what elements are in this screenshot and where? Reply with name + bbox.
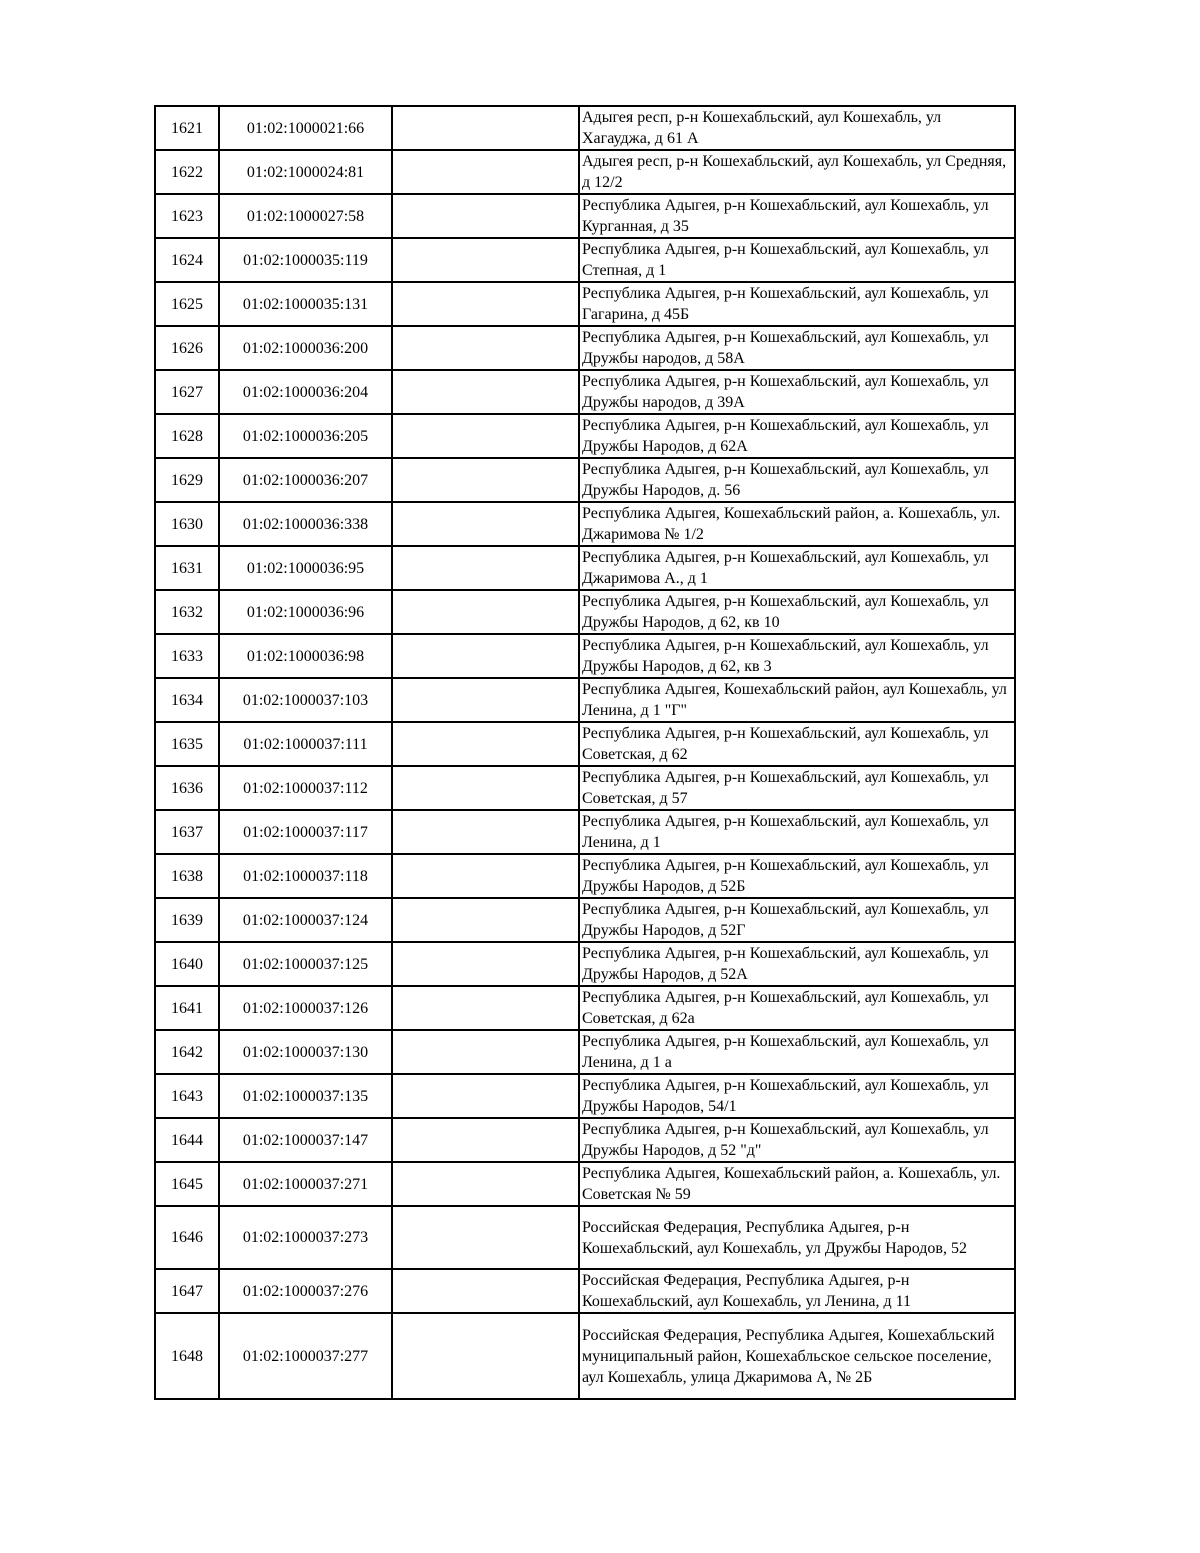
cadastral-number: 01:02:1000037:117 <box>219 810 392 854</box>
table-row <box>155 282 1015 326</box>
cadastral-number: 01:02:1000036:98 <box>219 634 392 678</box>
table-row <box>155 150 1015 194</box>
row-number: 1625 <box>155 282 219 326</box>
empty-cell <box>392 634 579 678</box>
address-cell: Республика Адыгея, р-н Кошехабльский, аул Кошехабль, ул Дружбы народов, д 58А <box>579 326 1015 370</box>
address-cell: Республика Адыгея, р-н Кошехабльский, аул Кошехабль, ул Дружбы Народов, д 62, кв 10 <box>579 590 1015 634</box>
cadastral-number: 01:02:1000037:125 <box>219 942 392 986</box>
address-cell: Республика Адыгея, р-н Кошехабльский, аул Кошехабль, ул Дружбы Народов, д 52 "д" <box>579 1118 1015 1162</box>
address-cell: Республика Адыгея, р-н Кошехабльский, аул Кошехабль, ул Дружбы Народов, д. 56 <box>579 458 1015 502</box>
empty-cell <box>392 722 579 766</box>
cadastral-number: 01:02:1000037:273 <box>219 1206 392 1269</box>
empty-cell <box>392 678 579 722</box>
address-cell: Российская Федерация, Республика Адыгея, р-н Кошехабльский, аул Кошехабль, ул Ленина, д 11 <box>579 1269 1015 1313</box>
table-row <box>155 810 1015 854</box>
address-cell: Республика Адыгея, р-н Кошехабльский, аул Кошехабль, ул Дружбы Народов, д 52Г <box>579 898 1015 942</box>
table-row <box>155 986 1015 1030</box>
cadastral-number: 01:02:1000037:271 <box>219 1162 392 1206</box>
cadastral-number: 01:02:1000037:276 <box>219 1269 392 1313</box>
empty-cell <box>392 150 579 194</box>
cadastral-number: 01:02:1000037:103 <box>219 678 392 722</box>
cadastral-number: 01:02:1000036:204 <box>219 370 392 414</box>
cadastral-number: 01:02:1000037:111 <box>219 722 392 766</box>
cadastral-number: 01:02:1000037:112 <box>219 766 392 810</box>
empty-cell <box>392 1269 579 1313</box>
table-row <box>155 1206 1015 1269</box>
empty-cell <box>392 1206 579 1269</box>
table-row <box>155 458 1015 502</box>
address-cell: Российская Федерация, Республика Адыгея, Кошехабльский муниципальный район, Кошехабльское сельское поселение, аул Кошехабль, улица Джаримова А, № 2Б <box>579 1313 1015 1399</box>
row-number: 1629 <box>155 458 219 502</box>
empty-cell <box>392 590 579 634</box>
address-cell: Республика Адыгея, р-н Кошехабльский, аул Кошехабль, ул Ленина, д 1 а <box>579 1030 1015 1074</box>
address-cell: Республика Адыгея, р-н Кошехабльский, аул Кошехабль, ул Гагарина, д 45Б <box>579 282 1015 326</box>
address-cell: Республика Адыгея, р-н Кошехабльский, аул Кошехабль, ул Советская, д 62 <box>579 722 1015 766</box>
address-cell: Республика Адыгея, р-н Кошехабльский, аул Кошехабль, ул Дружбы Народов, 54/1 <box>579 1074 1015 1118</box>
property-table-body <box>155 106 1015 1399</box>
empty-cell <box>392 766 579 810</box>
row-number: 1623 <box>155 194 219 238</box>
table-row <box>155 898 1015 942</box>
table-row <box>155 1269 1015 1313</box>
table-row <box>155 238 1015 282</box>
address-cell: Республика Адыгея, р-н Кошехабльский, аул Кошехабль, ул Степная, д 1 <box>579 238 1015 282</box>
row-number: 1647 <box>155 1269 219 1313</box>
row-number: 1630 <box>155 502 219 546</box>
cadastral-number: 01:02:1000037:277 <box>219 1313 392 1399</box>
address-cell: Российская Федерация, Республика Адыгея, р-н Кошехабльский, аул Кошехабль, ул Дружбы Народов, 52 <box>579 1206 1015 1269</box>
empty-cell <box>392 898 579 942</box>
address-cell: Адыгея респ, р-н Кошехабльский, аул Кошехабль, ул Средняя, д 12/2 <box>579 150 1015 194</box>
empty-cell <box>392 370 579 414</box>
table-row <box>155 1074 1015 1118</box>
address-cell: Республика Адыгея, р-н Кошехабльский, аул Кошехабль, ул Курганная, д 35 <box>579 194 1015 238</box>
empty-cell <box>392 942 579 986</box>
row-number: 1645 <box>155 1162 219 1206</box>
row-number: 1648 <box>155 1313 219 1399</box>
empty-cell <box>392 106 579 150</box>
table-row <box>155 1162 1015 1206</box>
row-number: 1621 <box>155 106 219 150</box>
table-row <box>155 634 1015 678</box>
cadastral-number: 01:02:1000037:147 <box>219 1118 392 1162</box>
empty-cell <box>392 986 579 1030</box>
row-number: 1631 <box>155 546 219 590</box>
row-number: 1632 <box>155 590 219 634</box>
cadastral-number: 01:02:1000021:66 <box>219 106 392 150</box>
address-cell: Адыгея респ, р-н Кошехабльский, аул Кошехабль, ул Хагауджа, д 61 А <box>579 106 1015 150</box>
table-row <box>155 194 1015 238</box>
empty-cell <box>392 502 579 546</box>
cadastral-number: 01:02:1000037:126 <box>219 986 392 1030</box>
cadastral-number: 01:02:1000036:96 <box>219 590 392 634</box>
cadastral-number: 01:02:1000035:119 <box>219 238 392 282</box>
empty-cell <box>392 414 579 458</box>
table-row <box>155 414 1015 458</box>
table-row <box>155 546 1015 590</box>
table-row <box>155 370 1015 414</box>
table-row <box>155 854 1015 898</box>
row-number: 1622 <box>155 150 219 194</box>
cadastral-number: 01:02:1000036:338 <box>219 502 392 546</box>
property-table <box>154 105 1016 1400</box>
row-number: 1636 <box>155 766 219 810</box>
table-row <box>155 502 1015 546</box>
row-number: 1624 <box>155 238 219 282</box>
table-row <box>155 106 1015 150</box>
row-number: 1635 <box>155 722 219 766</box>
cadastral-number: 01:02:1000036:207 <box>219 458 392 502</box>
row-number: 1626 <box>155 326 219 370</box>
address-cell: Республика Адыгея, р-н Кошехабльский, аул Кошехабль, ул Дружбы народов, д 39А <box>579 370 1015 414</box>
empty-cell <box>392 546 579 590</box>
empty-cell <box>392 194 579 238</box>
address-cell: Республика Адыгея, Кошехабльский район, аул Кошехабль, ул Ленина, д 1 "Г" <box>579 678 1015 722</box>
empty-cell <box>392 282 579 326</box>
empty-cell <box>392 854 579 898</box>
cadastral-number: 01:02:1000037:124 <box>219 898 392 942</box>
table-row <box>155 722 1015 766</box>
row-number: 1638 <box>155 854 219 898</box>
table-row <box>155 678 1015 722</box>
cadastral-number: 01:02:1000037:118 <box>219 854 392 898</box>
row-number: 1643 <box>155 1074 219 1118</box>
empty-cell <box>392 1030 579 1074</box>
cadastral-number: 01:02:1000037:130 <box>219 1030 392 1074</box>
cadastral-number: 01:02:1000037:135 <box>219 1074 392 1118</box>
table-row <box>155 942 1015 986</box>
empty-cell <box>392 326 579 370</box>
address-cell: Республика Адыгея, Кошехабльский район, а. Кошехабль, ул. Советская № 59 <box>579 1162 1015 1206</box>
cadastral-number: 01:02:1000035:131 <box>219 282 392 326</box>
cadastral-number: 01:02:1000027:58 <box>219 194 392 238</box>
empty-cell <box>392 1162 579 1206</box>
empty-cell <box>392 238 579 282</box>
row-number: 1644 <box>155 1118 219 1162</box>
table-row <box>155 590 1015 634</box>
empty-cell <box>392 1313 579 1399</box>
address-cell: Республика Адыгея, Кошехабльский район, а. Кошехабль, ул. Джаримова № 1/2 <box>579 502 1015 546</box>
cadastral-number: 01:02:1000036:205 <box>219 414 392 458</box>
address-cell: Республика Адыгея, р-н Кошехабльский, аул Кошехабль, ул Ленина, д 1 <box>579 810 1015 854</box>
cadastral-number: 01:02:1000036:95 <box>219 546 392 590</box>
table-row <box>155 1030 1015 1074</box>
row-number: 1639 <box>155 898 219 942</box>
cadastral-number: 01:02:1000036:200 <box>219 326 392 370</box>
row-number: 1627 <box>155 370 219 414</box>
row-number: 1634 <box>155 678 219 722</box>
table-row <box>155 1118 1015 1162</box>
empty-cell <box>392 458 579 502</box>
row-number: 1640 <box>155 942 219 986</box>
address-cell: Республика Адыгея, р-н Кошехабльский, аул Кошехабль, ул Дружбы Народов, д 62А <box>579 414 1015 458</box>
address-cell: Республика Адыгея, р-н Кошехабльский, аул Кошехабль, ул Дружбы Народов, д 52Б <box>579 854 1015 898</box>
address-cell: Республика Адыгея, р-н Кошехабльский, аул Кошехабль, ул Дружбы Народов, д 52А <box>579 942 1015 986</box>
empty-cell <box>392 810 579 854</box>
cadastral-number: 01:02:1000024:81 <box>219 150 392 194</box>
row-number: 1646 <box>155 1206 219 1269</box>
row-number: 1641 <box>155 986 219 1030</box>
row-number: 1642 <box>155 1030 219 1074</box>
row-number: 1628 <box>155 414 219 458</box>
address-cell: Республика Адыгея, р-н Кошехабльский, аул Кошехабль, ул Советская, д 57 <box>579 766 1015 810</box>
empty-cell <box>392 1118 579 1162</box>
empty-cell <box>392 1074 579 1118</box>
address-cell: Республика Адыгея, р-н Кошехабльский, аул Кошехабль, ул Джаримова А., д 1 <box>579 546 1015 590</box>
table-row <box>155 766 1015 810</box>
table-row <box>155 326 1015 370</box>
address-cell: Республика Адыгея, р-н Кошехабльский, аул Кошехабль, ул Дружбы Народов, д 62, кв 3 <box>579 634 1015 678</box>
address-cell: Республика Адыгея, р-н Кошехабльский, аул Кошехабль, ул Советская, д 62а <box>579 986 1015 1030</box>
row-number: 1633 <box>155 634 219 678</box>
table-row <box>155 1313 1015 1399</box>
row-number: 1637 <box>155 810 219 854</box>
